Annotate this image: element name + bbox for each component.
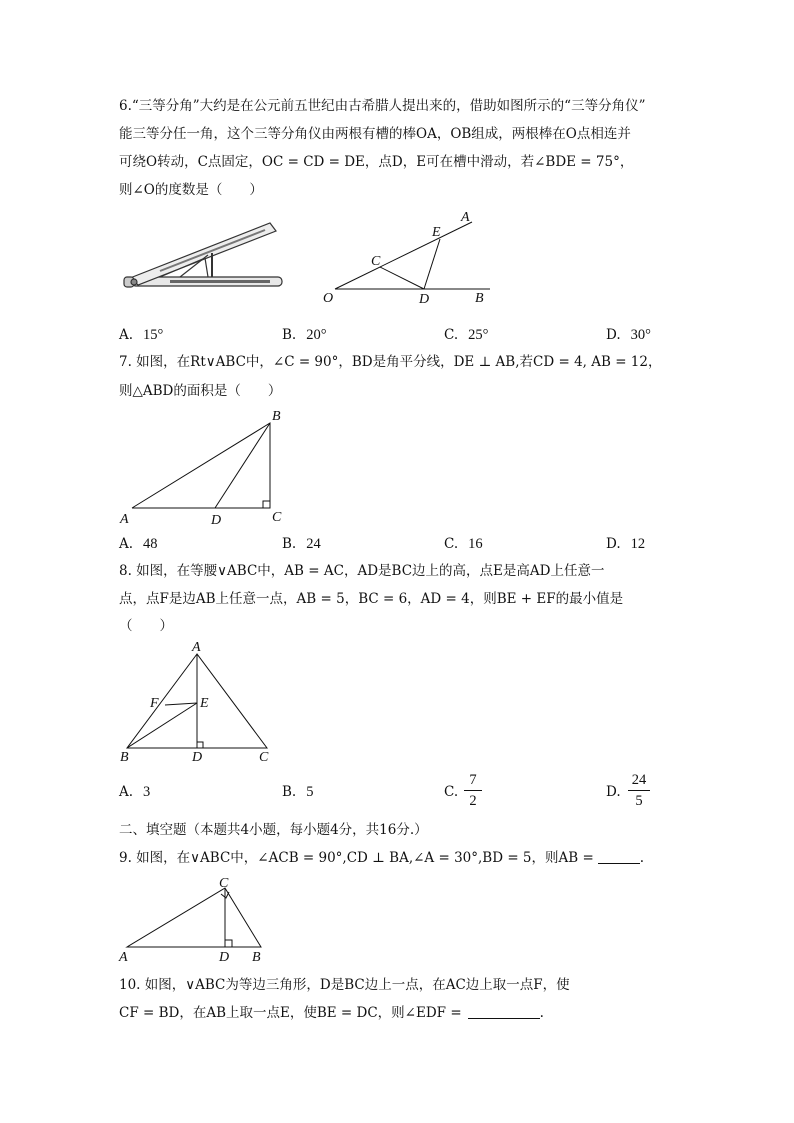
q10-text-line-1: 10. 如图，∨ABC为等边三角形，D是BC边上一点，在AC边上取一点F，使 — [119, 977, 570, 993]
q6-text-line-4: 则∠O的度数是（ ） — [119, 182, 263, 198]
section-heading-fill-in: 二、填空题（本题共4小题，每小题4分，共16分.） — [119, 822, 428, 838]
label-C: C — [219, 876, 229, 891]
q7-option-b[interactable]: B. 24 — [282, 536, 321, 552]
q7-text-line-1: 7. 如图，在Rt∨ABC中，∠C = 90°，BD是角平分线，DE ⊥ AB,若CD = 4, AB = 12， — [119, 354, 662, 370]
label-D: D — [219, 950, 230, 965]
q8-option-b[interactable]: B. 5 — [282, 784, 314, 800]
right-angle-mark-D — [225, 940, 232, 947]
q7-text-line-2: 则△ABD的面积是（ ） — [119, 383, 282, 399]
segment-EF — [165, 703, 197, 705]
q6-trisector-device-drawing — [120, 215, 290, 305]
label-B: B — [475, 291, 484, 306]
q6-text-line-1: 6.“三等分角”大约是在公元前五世纪由古希腊人提出来的，借助如图所示的“三等分角仪” — [119, 98, 646, 114]
q8-text-line-3: （ ） — [119, 618, 173, 634]
label-E: E — [432, 225, 441, 240]
q6-option-b[interactable]: B. 20° — [282, 327, 327, 343]
segment-CD — [380, 267, 424, 289]
q10-text: CF = BD，在AB上取一点E，使BE = DC，则∠EDF = — [119, 1005, 462, 1021]
label-C: C — [259, 750, 269, 765]
q8-geometry-figure — [115, 640, 285, 765]
label-A: A — [192, 640, 201, 655]
q6-option-c[interactable]: C. 25° — [444, 327, 489, 343]
q10-answer-blank[interactable] — [468, 1004, 540, 1019]
q7-option-d[interactable]: D. 12 — [606, 536, 646, 552]
label-D: D — [192, 750, 203, 765]
right-angle-mark-C — [263, 501, 270, 508]
label-A: A — [119, 950, 128, 965]
q9-text-line: 9. 如图，在∨ABC中，∠ACB = 90°,CD ⊥ BA,∠A = 30°,BD = 5，则AB = . — [119, 850, 645, 866]
triangle-ABC — [132, 423, 270, 508]
segment-DE — [424, 239, 440, 289]
label-A: A — [461, 210, 470, 225]
q8-option-c-fraction — [464, 772, 482, 809]
q6-option-d[interactable]: D. 30° — [606, 327, 651, 343]
q9-geometry-figure — [115, 872, 275, 967]
q7-geometry-figure — [115, 405, 295, 530]
q8-text-line-2: 点，点F是边AB上任意一点，AB = 5，BC = 6，AD = 4，则BE + EF的最小值是 — [119, 591, 624, 607]
q8-option-c[interactable]: C. — [444, 784, 459, 800]
label-D: D — [211, 513, 222, 528]
segment-BD — [215, 423, 270, 508]
label-A: A — [120, 512, 129, 527]
q10-text-line-2: CF = BD，在AB上取一点E，使BE = DC，则∠EDF = . — [119, 1005, 544, 1021]
right-angle-mark-D — [197, 742, 203, 748]
segment-BE — [127, 703, 197, 748]
label-D: D — [419, 292, 430, 307]
q6-text-line-2: 能三等分任一角，这个三等分角仪由两根有槽的棒OA，OB组成，两根棒在O点相连并 — [119, 126, 631, 142]
fraction-denominator: 5 — [635, 793, 643, 809]
label-B: B — [120, 750, 129, 765]
label-B: B — [272, 409, 281, 424]
q6-option-a[interactable]: A. 15° — [119, 327, 164, 343]
label-C: C — [371, 254, 381, 269]
q6-text-line-3: 可绕O转动，C点固定，OC = CD = DE，点D，E可在槽中滑动，若∠BDE = 75°， — [119, 154, 634, 170]
triangle-ABC — [127, 888, 261, 947]
q9-text: 9. 如图，在∨ABC中，∠ACB = 90°,CD ⊥ BA,∠A = 30°,BD = 5，则AB = — [119, 850, 594, 866]
label-F: F — [150, 696, 159, 711]
label-O: O — [323, 291, 334, 306]
q8-text-line-1: 8. 如图，在等腰∨ABC中，AB = AC，AD是BC边上的高，点E是高AD上任意一 — [119, 563, 605, 579]
fraction-numerator: 24 — [631, 772, 647, 788]
q8-option-a[interactable]: A. 3 — [119, 784, 151, 800]
q7-option-a[interactable]: A. 48 — [119, 536, 158, 552]
q8-option-d-fraction — [628, 772, 650, 809]
label-C: C — [272, 510, 282, 525]
q7-option-c[interactable]: C. 16 — [444, 536, 483, 552]
q8-option-d[interactable]: D. — [606, 784, 621, 800]
q6-geometry-figure — [320, 208, 500, 308]
label-E: E — [200, 696, 209, 711]
q9-answer-blank[interactable] — [598, 849, 640, 864]
label-B: B — [252, 950, 261, 965]
fraction-numerator: 7 — [469, 772, 477, 788]
fraction-denominator: 2 — [469, 793, 477, 809]
